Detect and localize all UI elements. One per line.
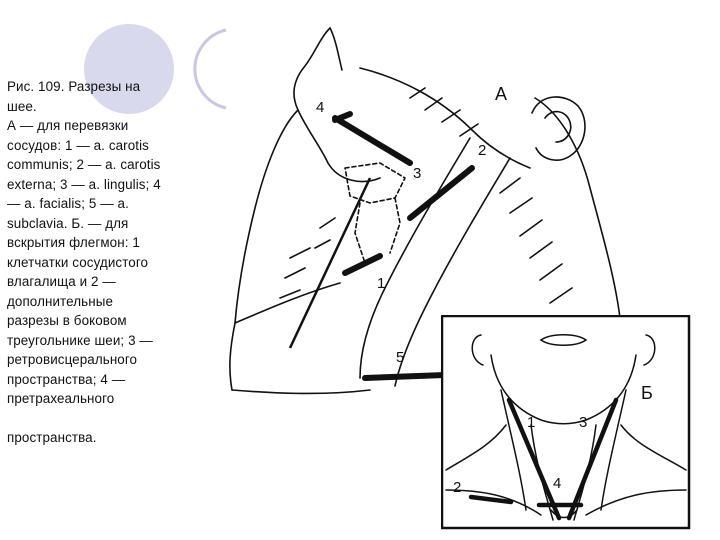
figure-b-letter: Б	[641, 383, 653, 403]
caption-line: Рис. 109. Разрезы на	[7, 79, 141, 94]
caption-line: клетчатки сосудистого	[7, 254, 149, 270]
caption-line: шее.	[7, 98, 37, 114]
caption-line: сосудов: 1 — a. carotis	[7, 137, 149, 153]
caption-line: externa; 3 — a. lingulis; 4	[7, 176, 161, 192]
figure-a-letter: А	[495, 84, 508, 104]
incision-line-1	[290, 178, 370, 348]
incision-label-1: 1	[377, 275, 386, 292]
caption-line: влагалища и 2 —	[7, 274, 116, 289]
caption-line: А — для перевязки	[7, 118, 129, 133]
figure-b-neck-illustration	[441, 315, 691, 530]
incision-label-3: 3	[413, 165, 422, 182]
caption-line: пространства; 4 —	[7, 371, 126, 387]
caption-line: пространства.	[7, 429, 97, 445]
incision-label-b-4: 4	[553, 475, 562, 492]
caption-line: разрезы в боковом	[7, 313, 127, 328]
incision-label-b-1: 1	[527, 414, 536, 431]
caption-line: треугольнике шеи; 3 —	[7, 332, 153, 348]
caption-line: communis; 2 — a. carotis	[7, 157, 161, 172]
caption-line: subclavia. Б. — для	[7, 215, 129, 231]
figure-caption	[7, 77, 207, 447]
incision-label-4: 4	[316, 99, 325, 116]
caption-line: ретровисцерального	[7, 352, 138, 367]
caption-line: дополнительные	[7, 293, 113, 309]
incision-label-2: 2	[478, 142, 487, 159]
caption-line: — a. facialis; 5 — a.	[7, 196, 129, 211]
caption-line: вскрытия флегмон: 1	[7, 235, 140, 250]
incision-label-b-3: 3	[579, 414, 588, 431]
incision-label-b-2: 2	[453, 479, 462, 496]
caption-line: претрахеального	[7, 391, 115, 406]
incision-label-5: 5	[396, 349, 405, 366]
caption-spacer	[7, 409, 207, 428]
